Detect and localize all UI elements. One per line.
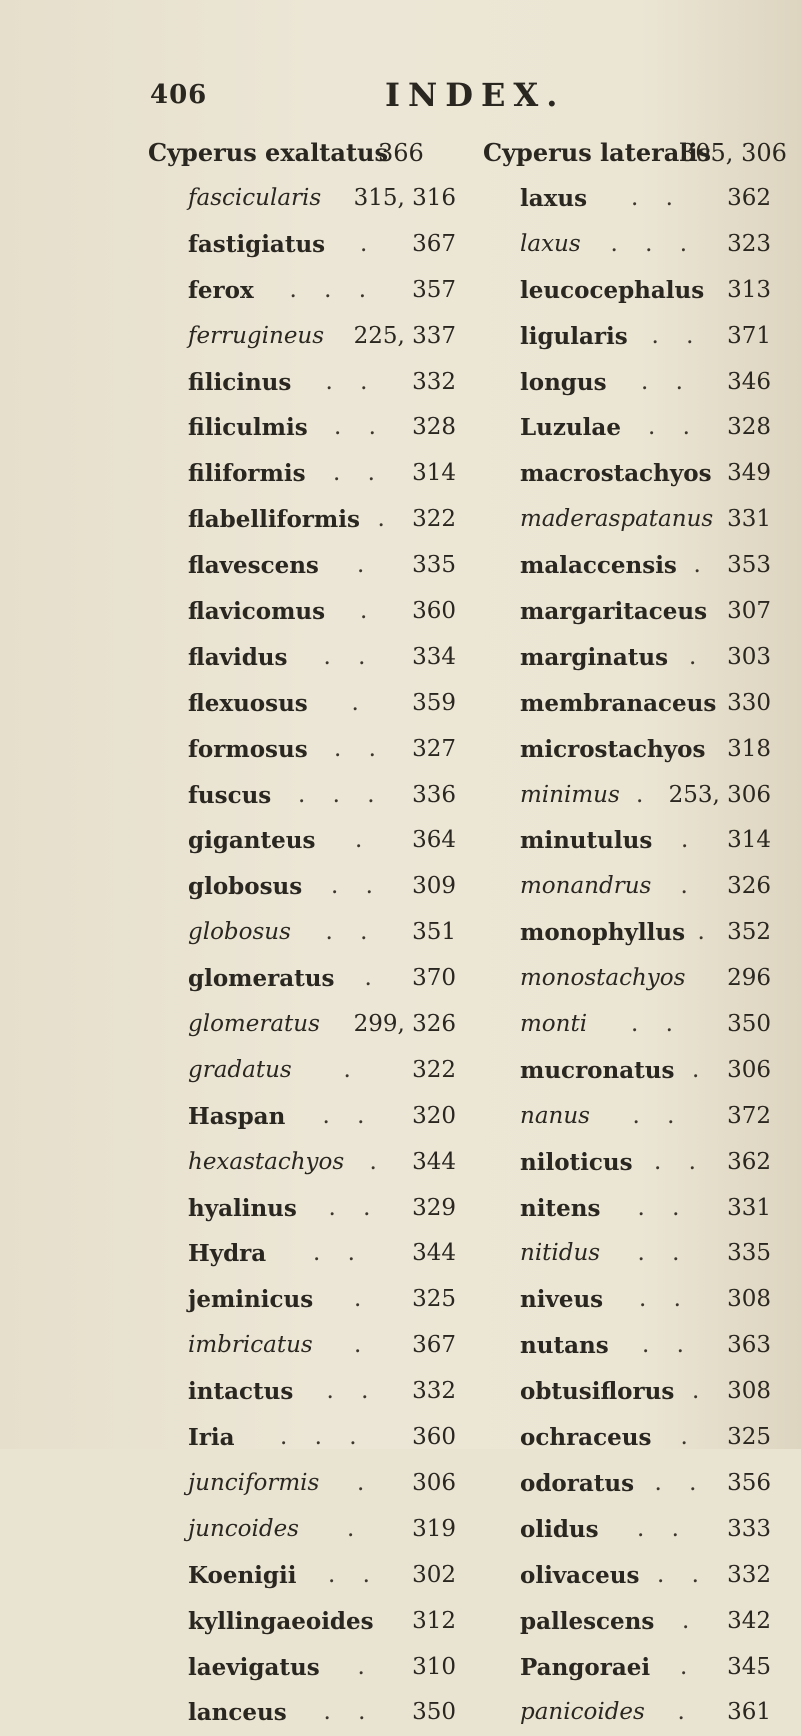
entry-term: niveus: [520, 1286, 604, 1314]
entry-leader-dots: . .: [632, 1102, 685, 1129]
entry-term: nitidus: [520, 1240, 601, 1267]
index-entry: [483, 1645, 771, 1691]
index-entry: [483, 1415, 771, 1461]
entry-leader-dots: .: [347, 1515, 365, 1542]
entry-page-ref: 332: [727, 1561, 771, 1588]
index-entry: [148, 222, 458, 268]
entry-leader-dots: .: [697, 919, 715, 946]
entry-page-ref: 336: [412, 781, 456, 808]
entry-page-ref: 362: [727, 185, 771, 211]
left-column-heading: [148, 130, 458, 176]
entry-page-ref: 342: [727, 1607, 771, 1634]
entry-page-ref: 225, 337: [353, 322, 456, 349]
entry-leader-dots: . .: [331, 873, 383, 900]
entry-term: flabelliformis: [188, 506, 360, 534]
index-entry: [483, 1277, 771, 1323]
heading-page-ref: 366: [378, 139, 424, 167]
entry-leader-dots: .: [677, 1699, 695, 1726]
entry-leader-dots: . .: [325, 368, 378, 395]
entry-leader-dots: .: [357, 1469, 375, 1496]
entry-term: gradatus: [188, 1056, 292, 1083]
entry-page-ref: 362: [727, 1148, 771, 1175]
entry-page-ref: 308: [727, 1286, 771, 1313]
entry-page-ref: 319: [412, 1515, 456, 1542]
entry-leader-dots: . .: [631, 1011, 683, 1038]
index-entry: [148, 1186, 458, 1232]
index-entry: [483, 176, 771, 222]
entry-term: globosus: [188, 919, 291, 946]
entry-term: panicoides: [520, 1699, 645, 1726]
entry-leader-dots: .: [680, 873, 698, 900]
page-number: 406: [150, 80, 208, 110]
right-entries: [483, 176, 771, 1736]
entry-term: microstachyos: [520, 735, 706, 763]
index-entry: [148, 910, 458, 956]
index-entry: [483, 1553, 771, 1599]
entry-leader-dots: .: [355, 827, 373, 854]
index-entry: [148, 451, 458, 497]
entry-page-ref: 309: [412, 873, 456, 900]
entry-page-ref: 329: [412, 1194, 456, 1221]
entry-page-ref: 370: [412, 965, 456, 992]
index-entry: [148, 864, 458, 910]
entry-page-ref: 360: [412, 1424, 456, 1451]
index-entry: [483, 1461, 771, 1507]
entry-leader-dots: .: [377, 506, 395, 533]
entry-term: marginatus: [520, 643, 669, 671]
entry-term: margaritaceus: [520, 598, 708, 626]
entry-page-ref: 360: [412, 598, 456, 625]
entry-term: fuscus: [188, 781, 272, 809]
entry-term: flavicomus: [188, 598, 326, 626]
index-entry: [483, 1002, 771, 1048]
entry-term: giganteus: [188, 827, 316, 855]
entry-leader-dots: .: [692, 1056, 710, 1083]
index-entry: [148, 818, 458, 864]
entry-page-ref: 314: [727, 827, 771, 854]
entry-leader-dots: . .: [333, 460, 385, 487]
entry-leader-dots: . .: [326, 1378, 379, 1405]
entry-leader-dots: . .: [334, 735, 386, 762]
index-entry: [148, 497, 458, 543]
index-entry: [148, 956, 458, 1002]
entry-page-ref: 312: [412, 1607, 456, 1634]
entry-leader-dots: . .: [334, 414, 386, 441]
index-entry: [483, 1507, 771, 1553]
right-column: [483, 130, 787, 1736]
index-entry: [483, 314, 771, 360]
entry-page-ref: 356: [727, 1469, 771, 1496]
index-entry: [148, 543, 458, 589]
index-entry: [483, 360, 771, 406]
entry-page-ref: 349: [727, 460, 771, 487]
heading-page-ref: 305, 306: [680, 139, 787, 167]
entry-term: filicinus: [188, 368, 292, 396]
entry-leader-dots: .: [682, 1607, 700, 1634]
entry-leader-dots: . . .: [610, 230, 698, 257]
entry-page-ref: 331: [727, 1194, 771, 1221]
entry-page-ref: 299, 326: [353, 1011, 456, 1038]
entry-term: minimus: [520, 781, 620, 808]
index-entry: [148, 1599, 458, 1645]
index-entry: [148, 1690, 458, 1736]
heading-term: Cyperus exaltatus: [148, 138, 388, 167]
entry-term: laevigatus: [188, 1653, 320, 1681]
index-entry: [483, 543, 771, 589]
entry-term: juncoides: [188, 1515, 299, 1542]
index-entry: [148, 1140, 458, 1186]
entry-leader-dots: . .: [325, 919, 378, 946]
entry-term: globosus: [188, 873, 303, 901]
index-entry: [148, 1277, 458, 1323]
entry-term: longus: [520, 368, 607, 396]
entry-term: niloticus: [520, 1148, 633, 1176]
entry-term: fastigiatus: [188, 230, 326, 258]
index-entry: [148, 360, 458, 406]
entry-term: nanus: [520, 1102, 590, 1129]
entry-page-ref: 363: [727, 1332, 771, 1359]
entry-term: Iria: [188, 1424, 235, 1452]
entry-page-ref: 353: [727, 552, 771, 579]
entry-term: leucocephalus: [520, 276, 705, 304]
entry-term: intactus: [188, 1378, 294, 1406]
entry-leader-dots: .: [354, 1286, 372, 1313]
entry-term: hyalinus: [188, 1194, 297, 1222]
entry-term: flavescens: [188, 552, 319, 580]
index-entry: [148, 1553, 458, 1599]
left-entries: [148, 176, 458, 1736]
entry-leader-dots: . .: [651, 322, 704, 349]
entry-page-ref: 308: [727, 1378, 771, 1405]
index-entry: [483, 451, 771, 497]
entry-page-ref: 367: [412, 230, 456, 257]
entry-page-ref: 306: [727, 1056, 771, 1083]
entry-page-ref: 364: [412, 827, 456, 854]
entry-leader-dots: . .: [637, 1194, 690, 1221]
entry-term: olidus: [520, 1515, 599, 1543]
entry-leader-dots: . .: [657, 1561, 709, 1588]
index-entry: [483, 727, 771, 773]
entry-leader-dots: .: [692, 1378, 710, 1405]
entry-leader-dots: . .: [313, 1240, 365, 1267]
entry-page-ref: 334: [412, 643, 456, 670]
entry-leader-dots: .: [357, 552, 375, 579]
index-entry: [148, 589, 458, 635]
entry-page-ref: 332: [412, 1378, 456, 1405]
entry-leader-dots: . .: [323, 643, 376, 670]
entry-term: flexuosus: [188, 689, 308, 717]
entry-term: Hydra: [188, 1240, 267, 1268]
index-entry: [483, 497, 771, 543]
entry-term: pallescens: [520, 1607, 655, 1635]
entry-page-ref: 302: [412, 1561, 456, 1588]
entry-leader-dots: . . .: [280, 1424, 367, 1451]
entry-page-ref: 253, 306: [668, 781, 771, 808]
entry-term: imbricatus: [188, 1332, 313, 1359]
index-entry: [483, 1186, 771, 1232]
entry-term: ochraceus: [520, 1424, 652, 1452]
entry-leader-dots: . .: [641, 368, 693, 395]
entry-page-ref: 315, 316: [353, 185, 456, 211]
entry-leader-dots: .: [689, 643, 707, 670]
entry-page-ref: 318: [727, 735, 771, 762]
entry-page-ref: 332: [412, 368, 456, 395]
entry-term: monostachyos: [520, 965, 686, 992]
entry-leader-dots: .: [364, 965, 382, 992]
entry-term: hexastachyos: [188, 1148, 345, 1175]
entry-term: mucronatus: [520, 1056, 675, 1084]
entry-term: junciformis: [188, 1469, 320, 1496]
entry-page-ref: 323: [727, 230, 771, 257]
entry-term: ligularis: [520, 322, 628, 350]
entry-term: monti: [520, 1011, 588, 1038]
entry-leader-dots: . .: [654, 1469, 707, 1496]
entry-leader-dots: .: [360, 598, 378, 625]
entry-term: Luzulae: [520, 414, 621, 442]
index-entry: [148, 1048, 458, 1094]
index-entry: [148, 314, 458, 360]
index-entry: [148, 1645, 458, 1691]
index-entry: [483, 1599, 771, 1645]
entry-page-ref: 322: [412, 1056, 456, 1083]
entry-term: filiformis: [188, 460, 306, 488]
entry-leader-dots: . .: [322, 1102, 375, 1129]
index-entry: [483, 222, 771, 268]
index-entry: [148, 727, 458, 773]
entry-page-ref: 350: [412, 1699, 456, 1726]
index-entry: [148, 1461, 458, 1507]
entry-page-ref: 371: [727, 322, 771, 349]
entry-page-ref: 357: [412, 276, 456, 303]
entry-page-ref: 314: [412, 460, 456, 487]
index-entry: [483, 818, 771, 864]
entry-page-ref: 313: [727, 276, 771, 303]
entry-term: glomeratus: [188, 1011, 320, 1038]
entry-leader-dots: .: [680, 1424, 698, 1451]
entry-page-ref: 325: [412, 1286, 456, 1313]
index-entry: [483, 1048, 771, 1094]
entry-page-ref: 352: [727, 919, 771, 946]
index-entry: [483, 1094, 771, 1140]
index-entry: [483, 405, 771, 451]
entry-page-ref: 326: [727, 873, 771, 900]
entry-page-ref: 333: [727, 1515, 771, 1542]
entry-page-ref: 325: [727, 1424, 771, 1451]
entry-leader-dots: . .: [654, 1148, 706, 1175]
entry-term: nitens: [520, 1194, 601, 1222]
entry-term: minutulus: [520, 827, 653, 855]
heading-term: Cyperus lateralis: [483, 138, 712, 167]
entry-term: monophyllus: [520, 919, 686, 947]
entry-leader-dots: .: [343, 1056, 361, 1083]
entry-term: ferox: [188, 276, 254, 304]
entry-term: laxus: [520, 185, 588, 212]
entry-leader-dots: . .: [328, 1194, 381, 1221]
entry-page-ref: 335: [727, 1240, 771, 1267]
entry-term: ferrugineus: [188, 322, 325, 349]
entry-term: laxus: [520, 230, 581, 257]
entry-term: lanceus: [188, 1699, 287, 1727]
entry-leader-dots: .: [357, 1653, 375, 1680]
running-head: INDEX.: [385, 76, 566, 114]
index-entry: [483, 589, 771, 635]
entry-page-ref: 310: [412, 1653, 456, 1680]
entry-page-ref: 344: [412, 1148, 456, 1175]
index-entry: [148, 1002, 458, 1048]
entry-page-ref: 296: [727, 965, 771, 992]
index-entry: [483, 1231, 771, 1277]
index-entry: [483, 1369, 771, 1415]
entry-leader-dots: .: [369, 1148, 387, 1175]
entry-leader-dots: . .: [648, 414, 700, 441]
entry-page-ref: 307: [727, 598, 771, 625]
entry-leader-dots: . . .: [298, 781, 385, 808]
entry-term: flavidus: [188, 643, 288, 671]
entry-page-ref: 328: [412, 414, 456, 441]
entry-leader-dots: . .: [637, 1515, 689, 1542]
entry-term: membranaceus: [520, 689, 717, 717]
entry-leader-dots: .: [354, 1332, 372, 1359]
entry-page-ref: 361: [727, 1699, 771, 1726]
index-entry: [148, 176, 458, 222]
entry-term: monandrus: [520, 873, 652, 900]
index-entry: [148, 1231, 458, 1277]
entry-leader-dots: . .: [639, 1286, 691, 1313]
index-entry: [483, 956, 771, 1002]
entry-leader-dots: .: [680, 1653, 698, 1680]
index-entry: [483, 910, 771, 956]
entry-page-ref: 327: [412, 735, 456, 762]
index-entry: [483, 681, 771, 727]
entry-leader-dots: .: [636, 781, 654, 808]
index-entry: [483, 1323, 771, 1369]
entry-page-ref: 331: [727, 506, 771, 533]
index-entry: [483, 1690, 771, 1736]
entry-term: jeminicus: [188, 1286, 314, 1314]
entry-term: malaccensis: [520, 552, 677, 580]
entry-page-ref: 330: [727, 689, 771, 716]
left-column: [148, 130, 458, 1736]
index-entry: [148, 1415, 458, 1461]
index-entry: [148, 1369, 458, 1415]
index-entry: [483, 268, 771, 314]
entry-page-ref: 367: [412, 1332, 456, 1359]
index-entry: [148, 635, 458, 681]
index-entry: [148, 268, 458, 314]
entry-leader-dots: . .: [323, 1699, 376, 1726]
index-entry: [148, 405, 458, 451]
entry-term: Pangoraei: [520, 1653, 651, 1681]
index-entry: [148, 1507, 458, 1553]
index-entry: [483, 635, 771, 681]
entry-term: kyllingaeoides: [188, 1607, 374, 1635]
entry-term: obtusiflorus: [520, 1378, 675, 1406]
entry-term: odoratus: [520, 1469, 635, 1497]
index-entry: [483, 773, 771, 819]
entry-page-ref: 351: [412, 919, 456, 946]
index-entry: [148, 1323, 458, 1369]
index-entry: [148, 681, 458, 727]
entry-term: nutans: [520, 1332, 609, 1360]
entry-page-ref: 322: [412, 506, 456, 533]
index-entry: [483, 864, 771, 910]
entry-term: Haspan: [188, 1102, 286, 1130]
entry-page-ref: 350: [727, 1011, 771, 1038]
entry-page-ref: 303: [727, 643, 771, 670]
entry-leader-dots: . .: [642, 1332, 694, 1359]
entry-page-ref: 345: [727, 1653, 771, 1680]
index-entry: [483, 1140, 771, 1186]
entry-leader-dots: .: [360, 230, 378, 257]
right-column-heading: [483, 130, 787, 176]
entry-leader-dots: .: [351, 689, 369, 716]
entry-term: olivaceus: [520, 1561, 640, 1589]
entry-leader-dots: . .: [637, 1240, 690, 1267]
entry-leader-dots: . . .: [289, 276, 377, 303]
index-entry: [148, 773, 458, 819]
entry-term: fascicularis: [188, 185, 322, 211]
entry-term: Koenigii: [188, 1561, 297, 1589]
entry-term: maderaspatanus: [520, 506, 714, 533]
entry-leader-dots: .: [693, 552, 711, 579]
entry-leader-dots: . .: [328, 1561, 380, 1588]
entry-term: filiculmis: [188, 414, 308, 442]
entry-page-ref: 335: [412, 552, 456, 579]
entry-page-ref: 320: [412, 1102, 456, 1129]
entry-page-ref: 328: [727, 414, 771, 441]
entry-page-ref: 344: [412, 1240, 456, 1267]
entry-page-ref: 306: [412, 1469, 456, 1496]
index-entry: [148, 1094, 458, 1140]
entry-page-ref: 359: [412, 689, 456, 716]
entry-page-ref: 346: [727, 368, 771, 395]
entry-page-ref: 372: [727, 1102, 771, 1129]
entry-leader-dots: . .: [631, 185, 683, 211]
entry-term: formosus: [188, 735, 308, 763]
entry-leader-dots: .: [681, 827, 699, 854]
entry-term: glomeratus: [188, 965, 335, 993]
entry-term: macrostachyos: [520, 460, 712, 488]
